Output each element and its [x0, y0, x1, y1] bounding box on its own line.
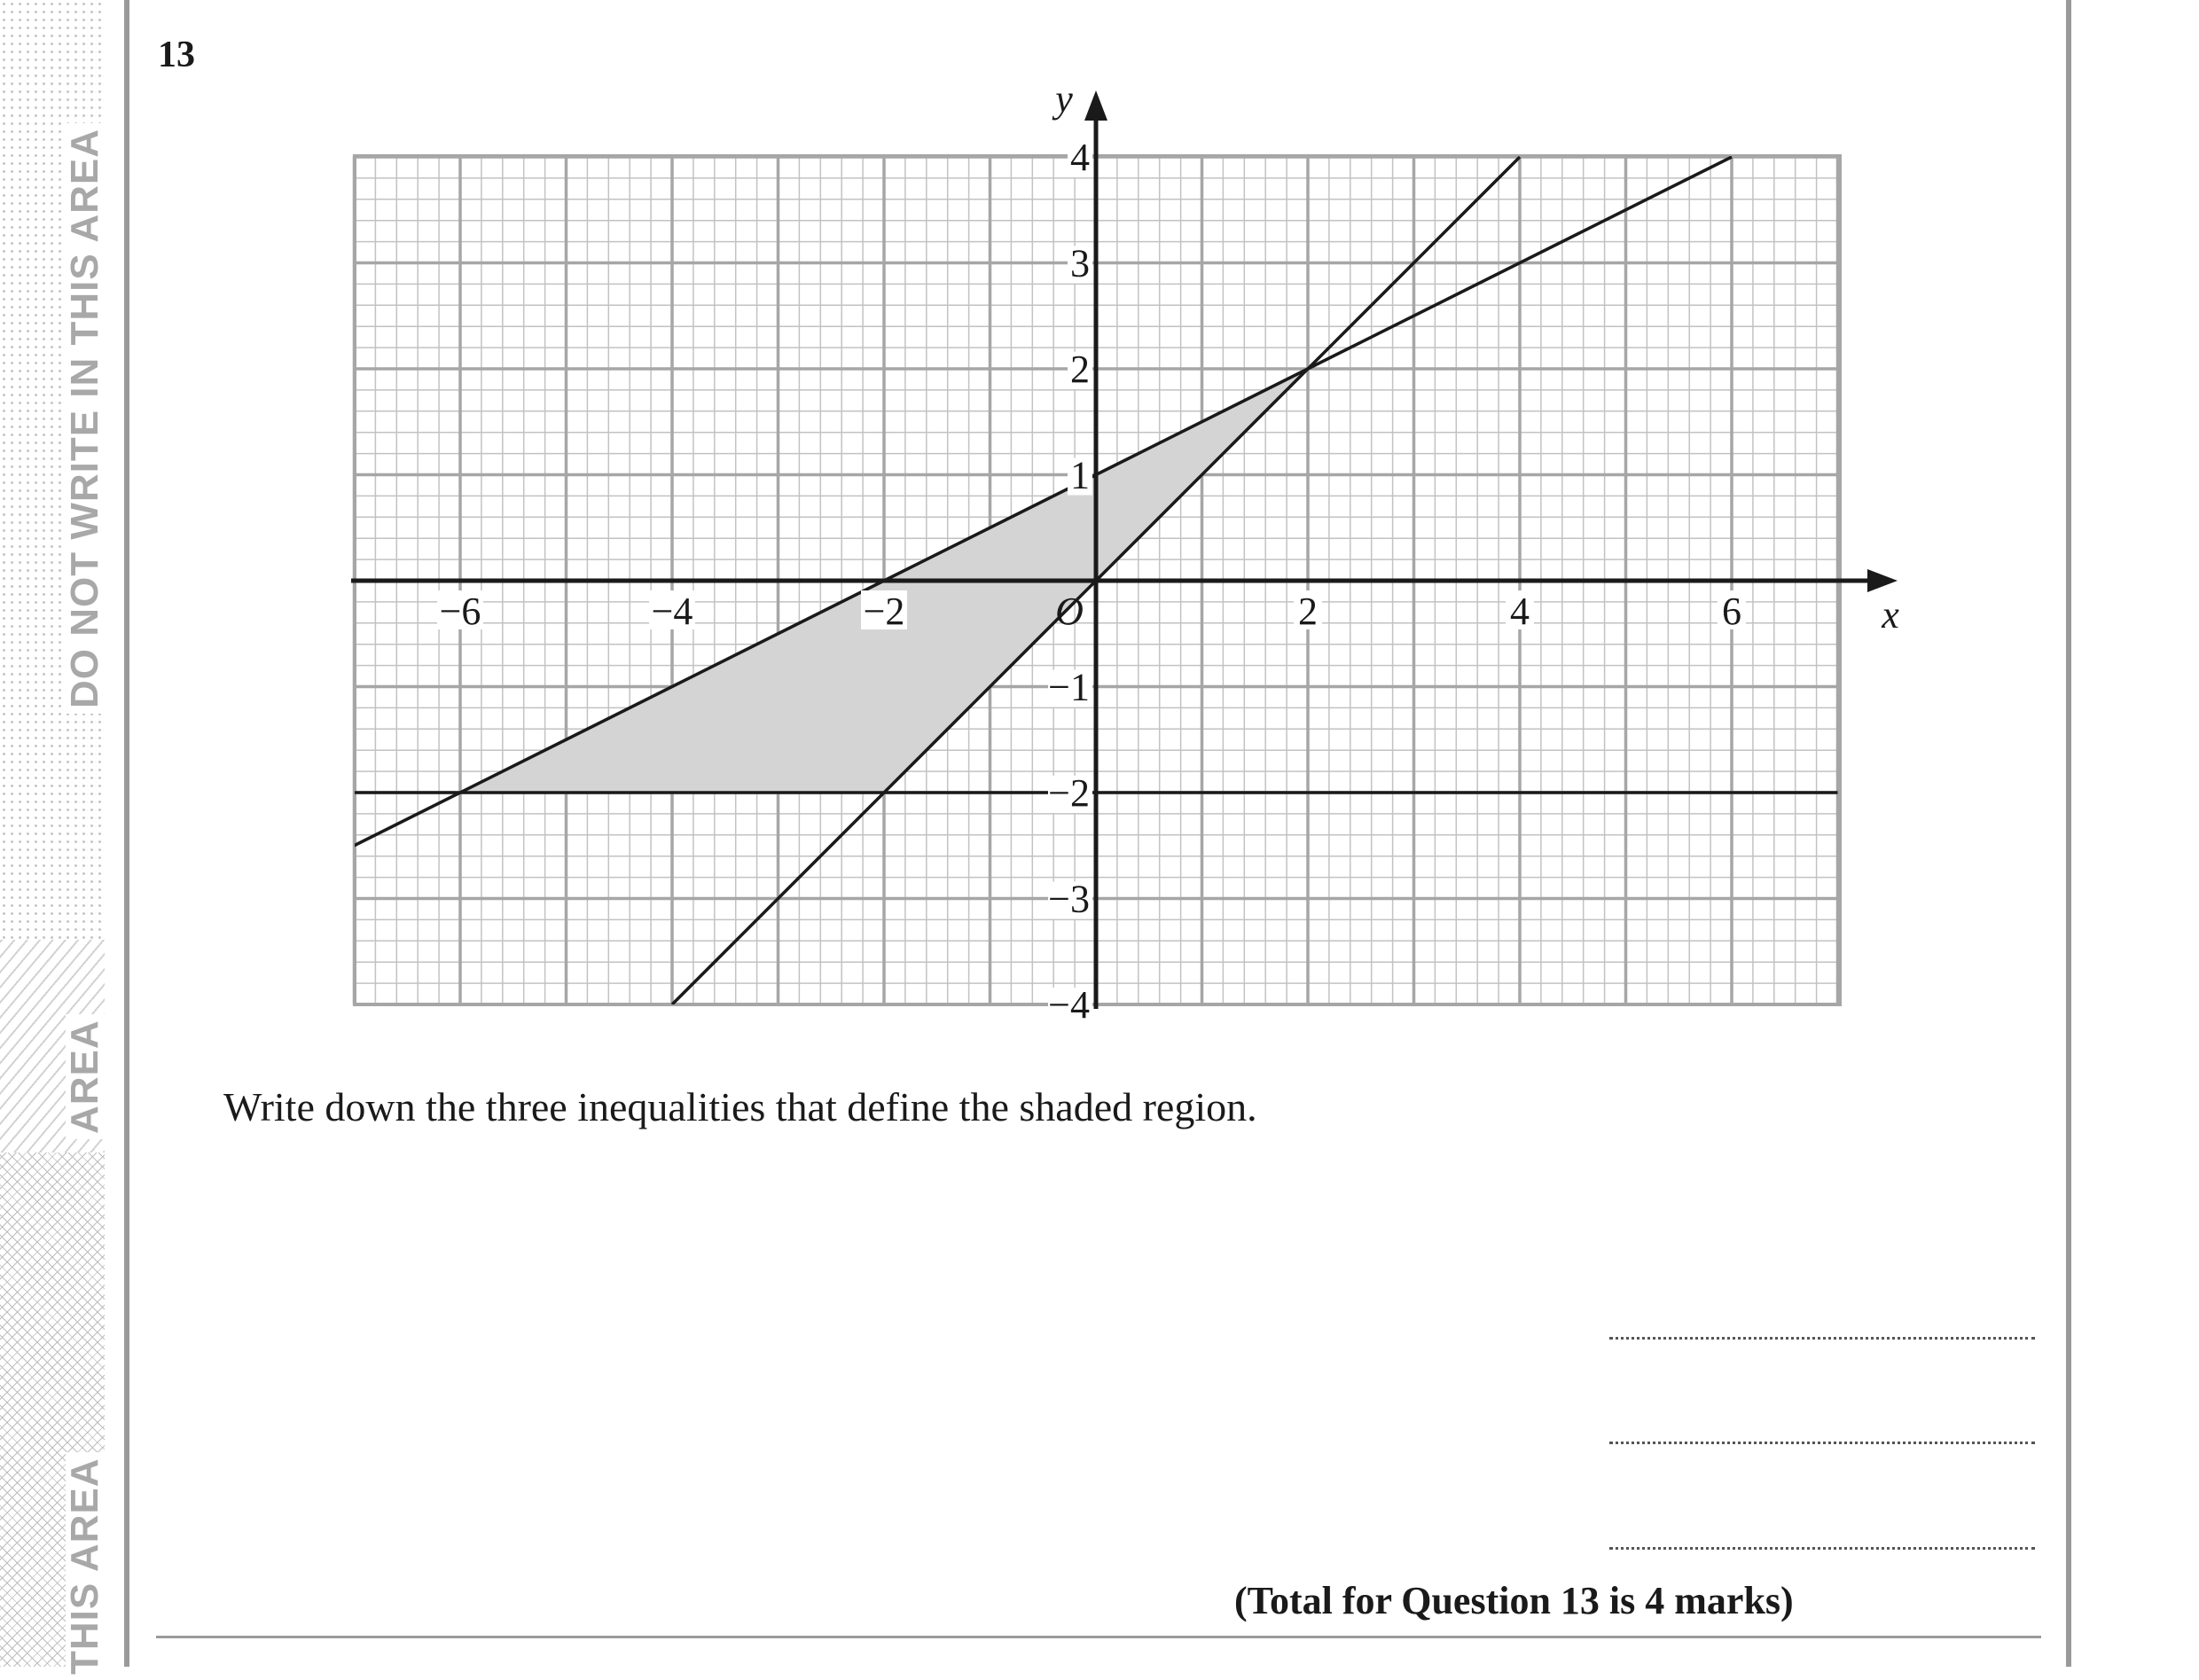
y-tick-label: 3	[1070, 242, 1090, 285]
graph-line-2	[355, 157, 1733, 846]
x-tick-label: 6	[1722, 590, 1741, 633]
answer-line-1[interactable]	[1609, 1337, 2035, 1340]
margin-text-do-not-write: DO NOT WRITE IN THIS AREA	[66, 123, 105, 714]
answer-line-3[interactable]	[1609, 1547, 2035, 1550]
y-tick-label: 2	[1070, 348, 1090, 391]
margin-text-this-area: THIS AREA	[66, 1453, 105, 1680]
y-tick-label: −1	[1048, 666, 1090, 709]
y-tick-label: −4	[1048, 983, 1090, 1027]
bottom-border-rule	[156, 1636, 2041, 1638]
origin-label: O	[1055, 590, 1084, 633]
y-tick-label: 4	[1070, 136, 1090, 179]
total-marks: (Total for Question 13 is 4 marks)	[1234, 1578, 1794, 1623]
instruction-text: Write down the three inequalities that define the shaded region.	[223, 1083, 1257, 1130]
x-tick-label: −2	[864, 590, 905, 633]
y-tick-label: 1	[1070, 454, 1090, 497]
y-axis-label: y	[1052, 77, 1073, 121]
x-tick-label: 2	[1298, 590, 1318, 633]
y-tick-label: −2	[1048, 771, 1090, 815]
x-axis-label: x	[1881, 593, 1899, 637]
question-number: 13	[158, 34, 195, 76]
answer-line-2[interactable]	[1609, 1442, 2035, 1444]
x-tick-label: −6	[440, 590, 481, 633]
x-tick-label: 4	[1510, 590, 1530, 633]
x-tick-label: −4	[652, 590, 693, 633]
margin-text-area: AREA	[66, 1014, 105, 1139]
y-tick-label: −3	[1048, 878, 1090, 921]
